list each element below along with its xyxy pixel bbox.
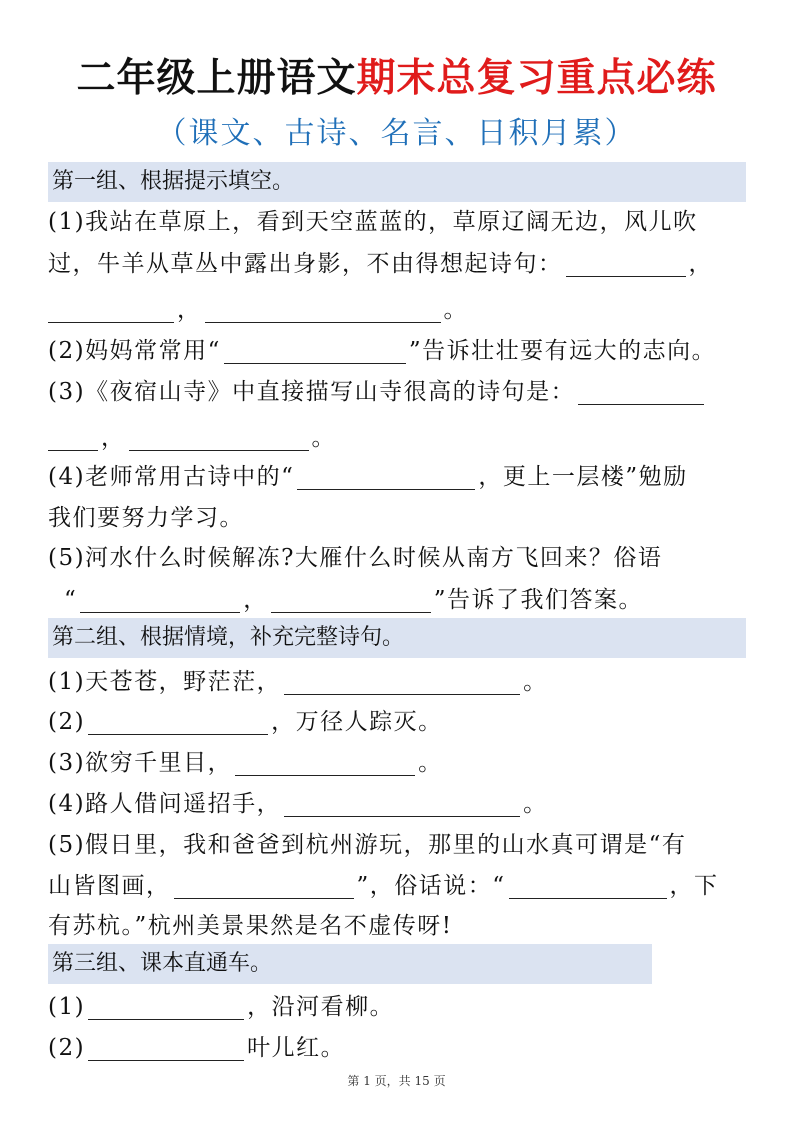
- answer-blank[interactable]: [284, 788, 520, 817]
- section-heading-2: 第二组、根据情境，补充完整诗句。: [48, 618, 746, 658]
- s1-q5-line2: “ ， ”告诉了我们答案。: [48, 580, 643, 620]
- answer-blank[interactable]: [129, 422, 309, 451]
- answer-blank[interactable]: [235, 747, 415, 776]
- s1-q4-line2: 我们要努力学习。: [48, 505, 244, 531]
- answer-blank[interactable]: [48, 422, 98, 451]
- answer-blank[interactable]: [284, 666, 520, 695]
- s2-q5-line2: 山皆图画， ”，俗话说：“ ，下: [48, 866, 719, 906]
- answer-blank[interactable]: [205, 294, 441, 323]
- answer-blank[interactable]: [297, 461, 475, 490]
- page-subtitle: （课文、古诗、名言、日积月累）: [156, 116, 637, 151]
- answer-blank[interactable]: [578, 376, 704, 405]
- answer-blank[interactable]: [509, 870, 667, 899]
- answer-blank[interactable]: [224, 335, 406, 364]
- title-part-red: 期末总复习重点必练: [356, 55, 717, 101]
- s1-q3-line2: ， 。: [48, 418, 336, 458]
- answer-blank[interactable]: [88, 1032, 244, 1061]
- answer-blank[interactable]: [88, 991, 244, 1020]
- s1-q2: (2)妈妈常常用“ ”告诉壮壮要有远大的志向。: [48, 331, 716, 371]
- s2-q3: (3)欲穷千里目， 。: [48, 743, 443, 783]
- answer-blank[interactable]: [566, 248, 686, 277]
- answer-blank[interactable]: [271, 584, 431, 613]
- s1-q1-line3: ， 。: [48, 290, 468, 330]
- s1-q1-line1: (1)我站在草原上，看到天空蓝蓝的，草原辽阔无边，风儿吹: [48, 209, 698, 235]
- s3-q1: (1) ，沿河看柳。: [48, 987, 394, 1027]
- s1-q5-line1: (5)河水什么时候解冻?大雁什么时候从南方飞回来？俗语: [48, 545, 663, 571]
- page-title: [0, 52, 793, 104]
- answer-blank[interactable]: [88, 706, 268, 735]
- s2-q5-line1: (5)假日里，我和爸爸到杭州游玩，那里的山水真可谓是“有: [48, 832, 687, 858]
- s1-q1-line2: 过，牛羊从草丛中露出身影，不由得想起诗句： ，: [48, 244, 713, 284]
- s2-q2: (2) ，万径人踪灭。: [48, 702, 443, 742]
- section-heading-3: 第三组、课本直通车。: [48, 944, 652, 984]
- answer-blank[interactable]: [174, 870, 354, 899]
- page-footer: 第 1 页，共 15 页: [347, 1074, 446, 1088]
- s2-q5-line3: 有苏杭。”杭州美景果然是名不虚传呀!: [48, 913, 453, 939]
- s3-q2: (2) 叶儿红。: [48, 1028, 345, 1068]
- answer-blank[interactable]: [48, 294, 174, 323]
- s2-q1: (1)天苍苍，野茫茫， 。: [48, 662, 548, 702]
- s2-q4: (4)路人借问遥招手， 。: [48, 784, 548, 824]
- s1-q4: (4)老师常用古诗中的“ ，更上一层楼”勉励: [48, 457, 688, 497]
- s1-q3: (3)《夜宿山寺》中直接描写山寺很高的诗句是：: [48, 372, 707, 412]
- answer-blank[interactable]: [80, 584, 240, 613]
- title-part-black: 二年级上册语文: [76, 55, 357, 101]
- section-heading-1: 第一组、根据提示填空。: [48, 162, 746, 202]
